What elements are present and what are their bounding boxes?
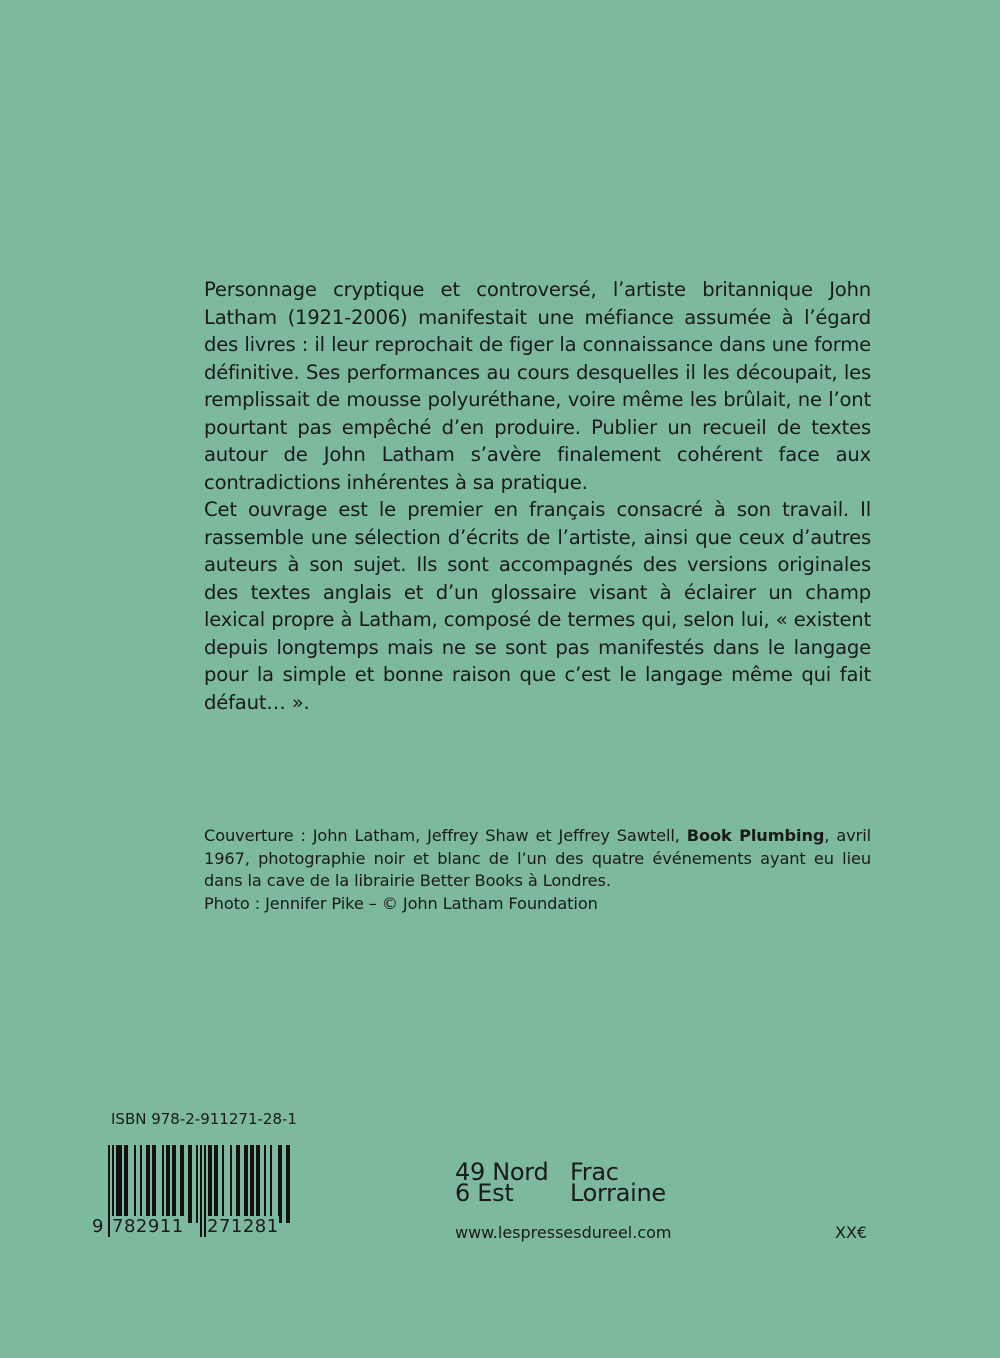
barcode-bar <box>196 1145 198 1223</box>
logo-nord-line-1: 49 Nord <box>455 1158 549 1186</box>
back-cover-blurb <box>204 276 871 716</box>
publisher-website: www.lespressesdureel.com <box>455 1223 672 1242</box>
barcode-bar <box>180 1145 182 1223</box>
logo-nord-line-2: 6 Est <box>455 1179 514 1207</box>
logo-frac-lorraine <box>570 1158 666 1207</box>
barcode-bar <box>288 1145 290 1223</box>
barcode-bar <box>200 1145 202 1237</box>
barcode-bar <box>148 1145 150 1223</box>
cover-artwork-title: Book Plumbing <box>686 826 825 845</box>
barcode-bar <box>124 1145 126 1223</box>
barcode-bar <box>252 1145 254 1223</box>
barcode-bar <box>174 1145 176 1223</box>
logo-frac-line-1: Frac <box>570 1158 619 1186</box>
barcode-bar <box>204 1145 206 1237</box>
barcode-bar <box>286 1145 288 1223</box>
barcode-digits-left: 782911 <box>112 1216 184 1237</box>
barcode-bar <box>120 1145 122 1223</box>
barcode-digit-first: 9 <box>92 1216 104 1237</box>
blurb-paragraph-1: Personnage cryptique et controversé, l’artiste britannique John Latham (1921-2006) manifestait une méfiance assumée à l’égard des livres : il leur reprochait de figer la connaissance dans une forme définitive. Ses performances au cours desquelles il les découpait, les remplissait de mousse polyuréthane, voire même les brûlait, ne l’ont pourtant pas empêché d’en produire. Publier un recueil de textes autour de John Latham s’avère finalement cohérent face aux contradictions inhérentes à sa pratique. <box>204 278 871 494</box>
barcode-bar <box>210 1145 212 1223</box>
barcode-bar <box>270 1145 272 1223</box>
barcode-bar <box>258 1145 260 1223</box>
isbn-label: ISBN 978-2-911271-28-1 <box>111 1110 297 1128</box>
barcode-bar <box>116 1145 118 1223</box>
barcode-bar <box>278 1145 280 1223</box>
barcode-bar <box>118 1145 120 1223</box>
logo-frac-line-2: Lorraine <box>570 1179 666 1207</box>
barcode-bar <box>216 1145 218 1223</box>
barcode-bar <box>108 1145 110 1237</box>
barcode-bar <box>264 1145 266 1223</box>
barcode-bar <box>166 1145 168 1223</box>
barcode-digits-right: 271281 <box>207 1216 279 1237</box>
photo-credit: Photo : Jennifer Pike – © John Latham Foundation <box>204 893 598 913</box>
barcode-bar <box>256 1145 258 1223</box>
barcode-bar <box>222 1145 224 1223</box>
barcode-bar <box>214 1145 216 1223</box>
barcode-bar <box>246 1145 248 1223</box>
barcode-bar <box>134 1145 136 1223</box>
barcode-bar <box>236 1145 238 1223</box>
barcode-bar <box>182 1145 184 1223</box>
barcode-bar <box>250 1145 252 1223</box>
price: XX€ <box>835 1223 868 1242</box>
barcode-bar <box>172 1145 174 1223</box>
barcode-bar <box>238 1145 240 1223</box>
barcode-bar <box>280 1145 282 1223</box>
barcode-bar <box>162 1145 164 1223</box>
barcode-bar <box>190 1145 192 1223</box>
cover-credit-line <box>204 825 871 893</box>
logo-49-nord-6-est <box>455 1158 549 1207</box>
barcode-bar <box>146 1145 148 1223</box>
barcode-bar <box>208 1145 210 1223</box>
barcode-bar <box>168 1145 170 1223</box>
barcode-bar <box>230 1145 232 1223</box>
barcode-bar <box>152 1145 154 1223</box>
barcode-bar <box>244 1145 246 1223</box>
barcode-bar <box>140 1145 142 1223</box>
barcode-bar <box>126 1145 128 1223</box>
barcode-bar <box>154 1145 156 1223</box>
cover-credit-suffix: , avril 1967, photographie noir et blanc de l’un des quatre événements ayant eu lieu dans la cave de la librairie Better Books à Londres. <box>204 826 871 890</box>
cover-credit-prefix: Couverture : John Latham, Jeffrey Shaw et Jeffrey Sawtell, <box>204 826 687 845</box>
blurb-paragraph-2: Cet ouvrage est le premier en français consacré à son travail. Il rassemble une sélection d’écrits de l’artiste, ainsi que ceux d’autres auteurs à son sujet. Ils sont accompagnés des versions originales des textes anglais et d’un glossaire visant à éclairer un champ lexical propre à Latham, composé de termes qui, selon lui, « existent depuis longtemps mais ne se sont pas manifestés dans le langage pour la simple et bonne raison que c’est le langage même qui fait défaut… ». <box>204 498 871 714</box>
barcode-bar <box>188 1145 190 1223</box>
cover-credits <box>204 825 871 915</box>
